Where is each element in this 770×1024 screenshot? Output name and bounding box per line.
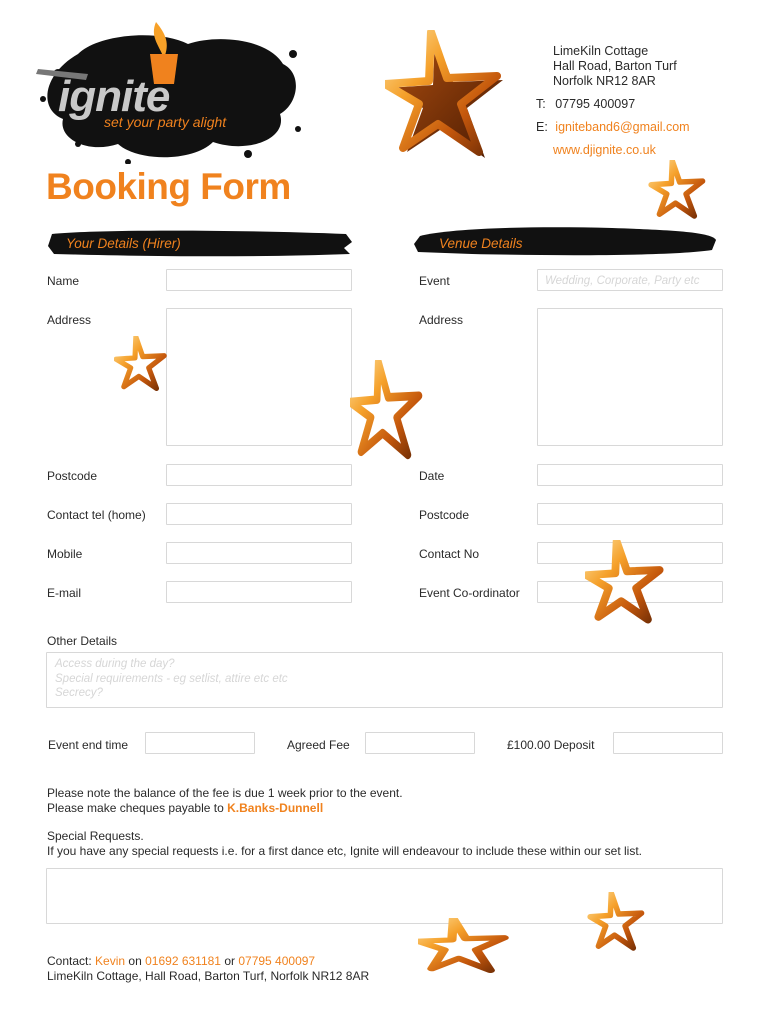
contact-tel-label: Contact tel (home) <box>47 508 146 522</box>
phone-line <box>536 97 635 111</box>
footer-contact-line <box>47 954 315 969</box>
venue-address-label: Address <box>419 313 464 327</box>
logo <box>18 14 308 164</box>
venue-details-heading: Venue Details <box>439 236 523 251</box>
footer-contact-prefix: Contact: <box>47 954 92 968</box>
star-decoration-icon <box>648 160 714 222</box>
event-field[interactable] <box>537 269 723 291</box>
email-prefix: E: <box>536 120 548 134</box>
footer-on: on <box>128 954 142 968</box>
footer-phone-1[interactable]: 01692 631181 <box>145 954 221 968</box>
page-title: Booking Form <box>46 166 291 207</box>
contact-no-label: Contact No <box>419 547 480 561</box>
date-label: Date <box>419 469 445 483</box>
other-details-field[interactable] <box>46 652 723 708</box>
email-link[interactable]: igniteband6@gmail.com <box>555 120 690 134</box>
agreed-fee-label: Agreed Fee <box>287 738 350 752</box>
address-line-2: Hall Road, Barton Turf <box>553 59 677 73</box>
venue-postcode-field[interactable] <box>537 503 723 525</box>
hirer-postcode-field[interactable] <box>166 464 352 486</box>
logo-tagline: set your party alight <box>104 114 227 130</box>
email-label: E-mail <box>47 586 82 600</box>
mobile-label: Mobile <box>47 547 83 561</box>
phone-number: 07795 400097 <box>555 97 636 111</box>
footer-address: LimeKiln Cottage, Hall Road, Barton Turf, Norfolk NR12 8AR <box>47 969 370 983</box>
hirer-address-field[interactable] <box>166 308 352 446</box>
event-end-time-label: Event end time <box>48 738 129 752</box>
event-label: Event <box>419 274 450 288</box>
cheques-payee: K.Banks-Dunnell <box>227 801 324 815</box>
hirer-address-label: Address <box>47 313 92 327</box>
company-address <box>553 44 677 89</box>
special-requests-text: If you have any special requests i.e. for a first dance etc, Ignite will endeavour to include these within our set list. <box>47 844 642 858</box>
name-label: Name <box>47 274 80 288</box>
star-decoration-icon <box>385 30 515 165</box>
balance-note: Please note the balance of the fee is due 1 week prior to the event. <box>47 786 403 800</box>
cheques-prefix: Please make cheques payable to <box>47 801 224 815</box>
agreed-fee-field[interactable] <box>365 732 475 754</box>
contact-tel-field[interactable] <box>166 503 352 525</box>
address-line-1: LimeKiln Cottage <box>553 44 649 58</box>
email-line <box>536 120 690 134</box>
hirer-name-field[interactable] <box>166 269 352 291</box>
deposit-field[interactable] <box>613 732 723 754</box>
other-details-placeholder: Access during the day? Special requirements - eg setlist, attire etc etc Secrecy? <box>55 658 288 699</box>
star-decoration-icon <box>418 918 518 976</box>
deposit-label: £100.00 Deposit <box>507 738 595 752</box>
hirer-postcode-label: Postcode <box>47 469 98 483</box>
email-field[interactable] <box>166 581 352 603</box>
your-details-heading: Your Details (Hirer) <box>66 236 181 251</box>
venue-address-field[interactable] <box>537 308 723 446</box>
coordinator-label: Event Co-ordinator <box>419 586 520 600</box>
other-details-label: Other Details <box>47 634 118 648</box>
star-decoration-icon <box>114 336 174 394</box>
cheques-note <box>47 801 323 816</box>
event-placeholder: Wedding, Corporate, Party etc <box>545 275 700 287</box>
star-decoration-icon <box>585 892 655 954</box>
star-decoration-icon <box>585 540 673 628</box>
address-line-3: Norfolk NR12 8AR <box>553 74 656 88</box>
star-decoration-icon <box>350 360 430 465</box>
special-requests-title: Special Requests. <box>47 829 144 843</box>
date-field[interactable] <box>537 464 723 486</box>
event-end-time-field[interactable] <box>145 732 255 754</box>
mobile-field[interactable] <box>166 542 352 564</box>
footer-phone-2[interactable]: 07795 400097 <box>238 954 316 968</box>
footer-contact-name: Kevin <box>95 954 126 968</box>
phone-prefix: T: <box>536 97 546 111</box>
footer-or: or <box>224 954 235 968</box>
logo-wordmark: ignite <box>58 72 170 121</box>
venue-postcode-label: Postcode <box>419 508 470 522</box>
website-link[interactable]: www.djignite.co.uk <box>553 143 656 157</box>
